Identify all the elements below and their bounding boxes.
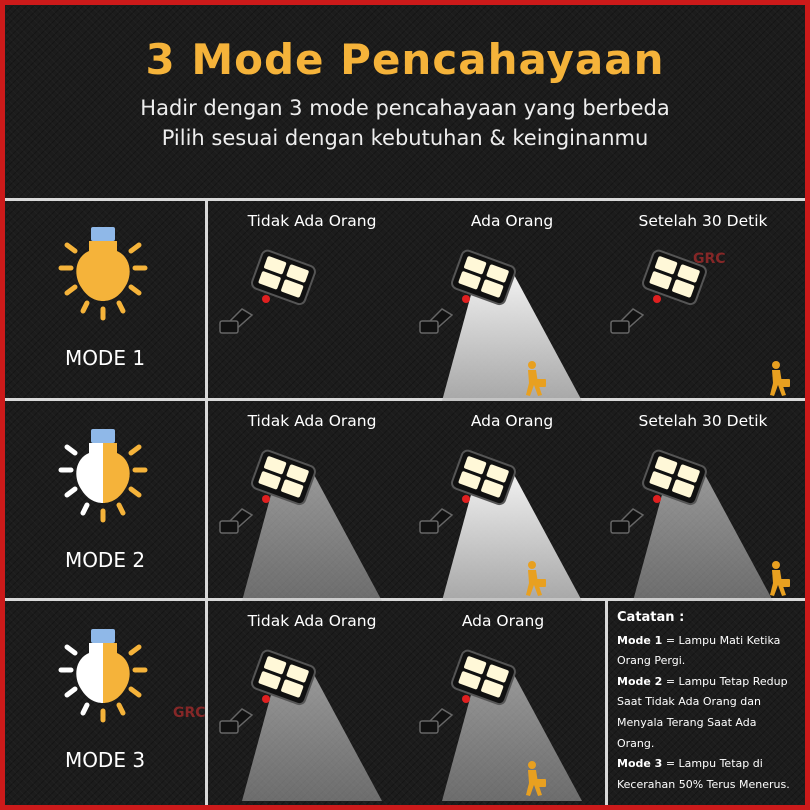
mode-1-label: MODE 1 (64, 346, 146, 370)
solar-lamp-illustration (412, 201, 607, 401)
notes-panel (617, 608, 805, 795)
solar-lamp-illustration (212, 201, 407, 401)
cell-label-m2-c3: Setelah 30 Detik (638, 412, 768, 430)
solar-lamp-illustration (412, 601, 607, 801)
solar-lamp-illustration (603, 201, 798, 401)
cell-label-m3-c2: Ada Orang (461, 612, 545, 630)
notes-mode-2-line-3: Menyala Terang Saat Ada (617, 715, 757, 729)
notes-mode-1-line-2: Orang Pergi. (617, 654, 686, 668)
infographic-panel (5, 5, 805, 805)
bulb-half-yellow-icon (53, 625, 153, 725)
solar-lamp-illustration (603, 401, 798, 601)
solar-lamp-illustration (212, 401, 407, 601)
cell-label-m2-c2: Ada Orang (470, 412, 554, 430)
subtitle-line-2: Pilih sesuai dengan kebutuhan & keinginanmu (161, 126, 649, 150)
notes-mode-2-line-2: Saat Tidak Ada Orang dan (617, 695, 761, 709)
cell-label-m1-c1: Tidak Ada Orang (247, 212, 377, 230)
solar-lamp-illustration (212, 601, 407, 801)
notes-mode-3-line-2: Kecerahan 50% Terus Menerus. (617, 777, 790, 791)
cell-label-m1-c2: Ada Orang (470, 212, 554, 230)
notes-heading: Catatan : (617, 610, 685, 625)
cell-label-m2-c1: Tidak Ada Orang (247, 412, 377, 430)
watermark-2: GRC (173, 705, 206, 721)
notes-mode-2-line-1: Mode 2 = Lampu Tetap Redup (617, 674, 788, 688)
notes-mode-1-line-1: Mode 1 = Lampu Mati Ketika (617, 633, 781, 647)
watermark-1: GRC (693, 251, 726, 267)
bulb-full-yellow-icon (53, 223, 153, 323)
mode-2-label: MODE 2 (64, 548, 146, 572)
notes-mode-2-line-4: Orang. (617, 736, 655, 750)
notes-mode-3-line-1: Mode 3 = Lampu Tetap di (617, 757, 763, 771)
cell-label-m1-c3: Setelah 30 Detik (638, 212, 768, 230)
solar-lamp-illustration (412, 401, 607, 601)
page-title: 3 Mode Pencahayaan (145, 35, 665, 84)
bulb-half-yellow-icon (53, 425, 153, 525)
mode-3-label: MODE 3 (64, 748, 146, 772)
cell-label-m3-c1: Tidak Ada Orang (247, 612, 377, 630)
subtitle-line-1: Hadir dengan 3 mode pencahayaan yang berbeda (140, 96, 670, 120)
